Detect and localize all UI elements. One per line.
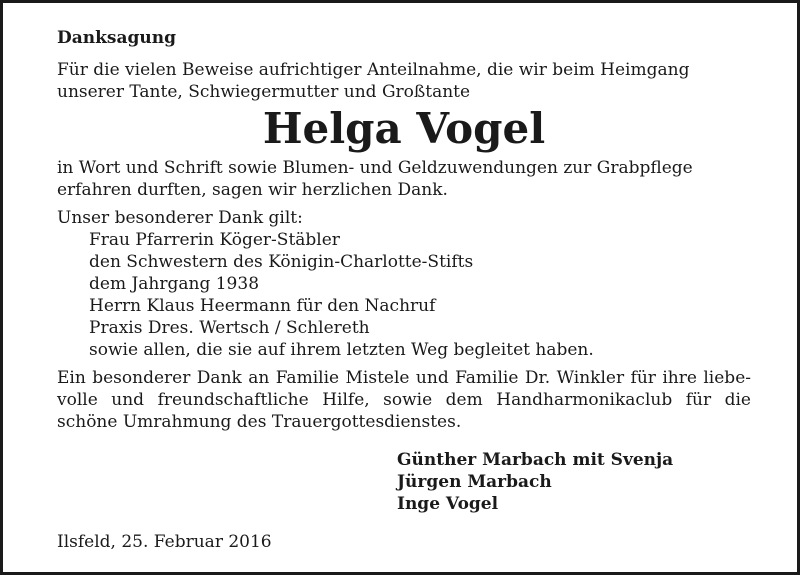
dateline: Ilsfeld, 25. Februar 2016 (57, 532, 272, 552)
intro-line: unserer Tante, Schwiegermutter und Großtante (57, 82, 471, 102)
notice-content (57, 27, 751, 553)
family-thanks-paragraph (57, 367, 751, 433)
paragraph-line: volle und freundschaftliche Hilfe, sowie dem Handharmonikaclub für die (57, 390, 751, 410)
intro-line: Für die vielen Beweise aufrichtiger Anteilnahme, die wir beim Heimgang (57, 60, 690, 80)
special-thanks-list (57, 229, 751, 361)
special-thanks-item: sowie allen, die sie auf ihrem letzten Weg begleitet haben. (89, 340, 594, 360)
signer-name: Inge Vogel (397, 494, 499, 514)
deceased-name: Helga Vogel (262, 104, 546, 153)
special-thanks-item: den Schwestern des Königin-Charlotte-Stifts (89, 252, 474, 272)
paragraph-line: erfahren durften, sagen wir herzlichen Dank. (57, 180, 448, 200)
paragraph-line: Ein besonderer Dank an Familie Mistele und Familie Dr. Winkler für ihre liebe- (57, 368, 751, 388)
intro-paragraph (57, 59, 751, 103)
signers-block (397, 449, 751, 515)
special-thanks-item: Praxis Dres. Wertsch / Schlereth (89, 318, 370, 338)
paragraph-line: in Wort und Schrift sowie Blumen- und Geldzuwendungen zur Grabpflege (57, 158, 693, 178)
special-thanks-item: Frau Pfarrerin Köger-Stäbler (89, 230, 340, 250)
paragraph-line: schöne Umrahmung des Trauergottesdienstes. (57, 412, 462, 432)
special-thanks-title: Unser besonderer Dank gilt: (57, 208, 303, 228)
special-thanks-item: dem Jahrgang 1938 (89, 274, 260, 294)
thanks-paragraph (57, 157, 751, 201)
signer-name: Jürgen Marbach (397, 472, 552, 492)
notice-heading: Danksagung (57, 28, 176, 48)
special-thanks-item: Herrn Klaus Heermann für den Nachruf (89, 296, 436, 316)
signer-name: Günther Marbach mit Svenja (397, 450, 674, 470)
